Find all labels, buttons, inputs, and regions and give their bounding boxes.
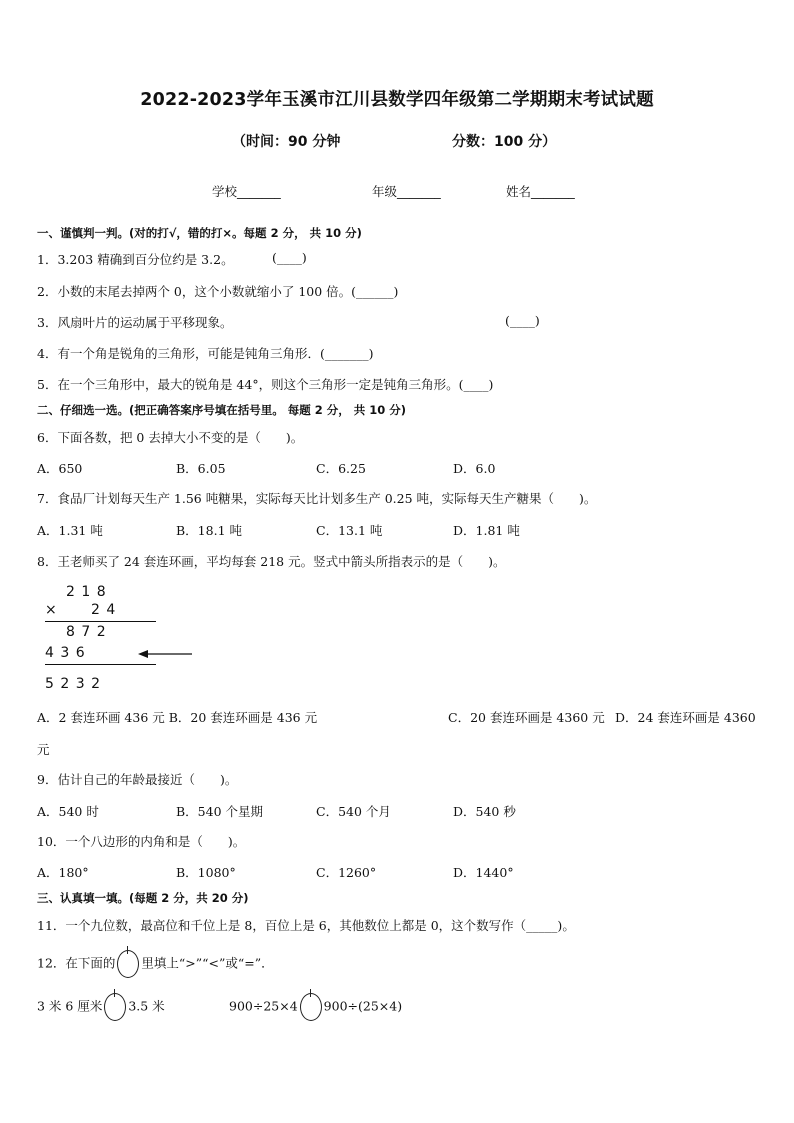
name-field: 姓名_______ (506, 184, 575, 199)
q9-option-c: C．540 个月 (316, 804, 391, 819)
q10-option-d: D．1440° (453, 865, 514, 880)
question-1: 1．3.203 精确到百分位约是 3.2。 (37, 252, 234, 267)
q7-option-a: A．1.31 吨 (37, 523, 103, 538)
q10-option-b: B．1080° (176, 865, 236, 880)
question-1-blank: (____) (272, 250, 307, 265)
q10-option-a: A．180° (37, 865, 89, 880)
q8-option-a-b: A．2 套连环画 436 元 B．20 套连环画是 436 元 (37, 710, 318, 725)
question-3: 3．风扇叶片的运动属于平移现象。 (37, 315, 233, 330)
calc-line-1 (45, 621, 156, 622)
q6-option-d: D．6.0 (453, 461, 496, 476)
exam-score: 分数：100 分） (452, 134, 557, 150)
calc-row-multiplier: 2 4 (91, 602, 117, 618)
comparison-1-right: 3.5 米 (128, 998, 165, 1014)
question-5: 5．在一个三角形中，最大的锐角是 44°，则这个三角形一定是钝角三角形。(____) (37, 377, 494, 392)
comparison-2 (229, 993, 402, 1021)
q6-option-a: A．650 (37, 461, 83, 476)
q10-option-c: C．1260° (316, 865, 377, 880)
q9-option-d: D．540 秒 (453, 804, 516, 819)
grade-field: 年级_______ (372, 184, 441, 199)
q8-option-d: D．24 套连环画是 4360 (615, 710, 756, 725)
section3-heading: 三、认真填一填。(每题 2 分，共 20 分) (37, 891, 249, 905)
question-11: 11．一个九位数，最高位和千位上是 8，百位上是 6，其他数位上都是 0，这个数写作（_____)。 (37, 918, 575, 933)
comparison-1 (37, 993, 165, 1021)
comparison-2-right: 900÷(25×4) (323, 998, 403, 1014)
q7-option-c: C．13.1 吨 (316, 523, 383, 538)
comparison-2-circle-icon[interactable] (300, 993, 322, 1021)
section2-heading: 二、仔细选一选。(把正确答案序号填在括号里。 每题 2 分， 共 10 分) (37, 403, 407, 417)
exam-title: 2022-2023学年玉溪市江川县数学四年级第二学期期末考试试题 (140, 90, 654, 110)
calc-row-partial-1: 8 7 2 (66, 624, 107, 640)
question-4: 4．有一个角是锐角的三角形，可能是钝角三角形．(_______) (37, 346, 374, 361)
comparison-1-circle-icon[interactable] (104, 993, 126, 1021)
q6-option-c: C．6.25 (316, 461, 366, 476)
question-12-suffix: 里填上“>”“<”或“=”． (141, 955, 274, 971)
question-12-prefix: 12．在下面的 (37, 955, 116, 971)
exam-time: （时间：90 分钟 (232, 134, 341, 150)
section1-heading: 一、谨慎判一判。(对的打√，错的打×。每题 2 分， 共 10 分) (37, 226, 362, 240)
q8-option-c: C．20 套连环画是 4360 元 (448, 710, 605, 725)
calc-line-2 (45, 664, 156, 665)
school-field: 学校_______ (212, 184, 281, 199)
question-7: 7．食品厂计划每天生产 1.56 吨糖果，实际每天比计划多生产 0.25 吨，实际每天生产糖果（ )。 (37, 491, 597, 506)
question-9: 9．估计自己的年龄最接近（ )。 (37, 772, 238, 787)
q7-option-d: D．1.81 吨 (453, 523, 520, 538)
question-10: 10．一个八边形的内角和是（ )。 (37, 834, 246, 849)
calc-row-product: 5 2 3 2 (45, 676, 101, 692)
question-6: 6．下面各数，把 0 去掉大小不变的是（ )。 (37, 430, 304, 445)
comparison-2-left: 900÷25×4 (229, 998, 298, 1014)
q9-option-a: A．540 时 (37, 804, 99, 819)
question-3-blank: (____) (505, 313, 540, 328)
calc-row-multiplicand: 2 1 8 (66, 584, 107, 600)
q7-option-b: B．18.1 吨 (176, 523, 242, 538)
calc-row-partial-2: 4 3 6 (45, 645, 86, 661)
comparison-1-left: 3 米 6 厘米 (37, 998, 103, 1014)
q6-option-b: B．6.05 (176, 461, 226, 476)
q8-option-d-tail: 元 (37, 742, 50, 757)
arrow-icon (138, 647, 194, 661)
calc-times-sign: × (45, 602, 58, 618)
q9-option-b: B．540 个星期 (176, 804, 264, 819)
question-8: 8．王老师买了 24 套连环画，平均每套 218 元。竖式中箭头所指表示的是（ )。 (37, 554, 506, 569)
question-12 (37, 950, 274, 978)
question-2: 2．小数的末尾去掉两个 0，这个小数就缩小了 100 倍。(______) (37, 284, 399, 299)
answer-circle-icon (117, 950, 139, 978)
